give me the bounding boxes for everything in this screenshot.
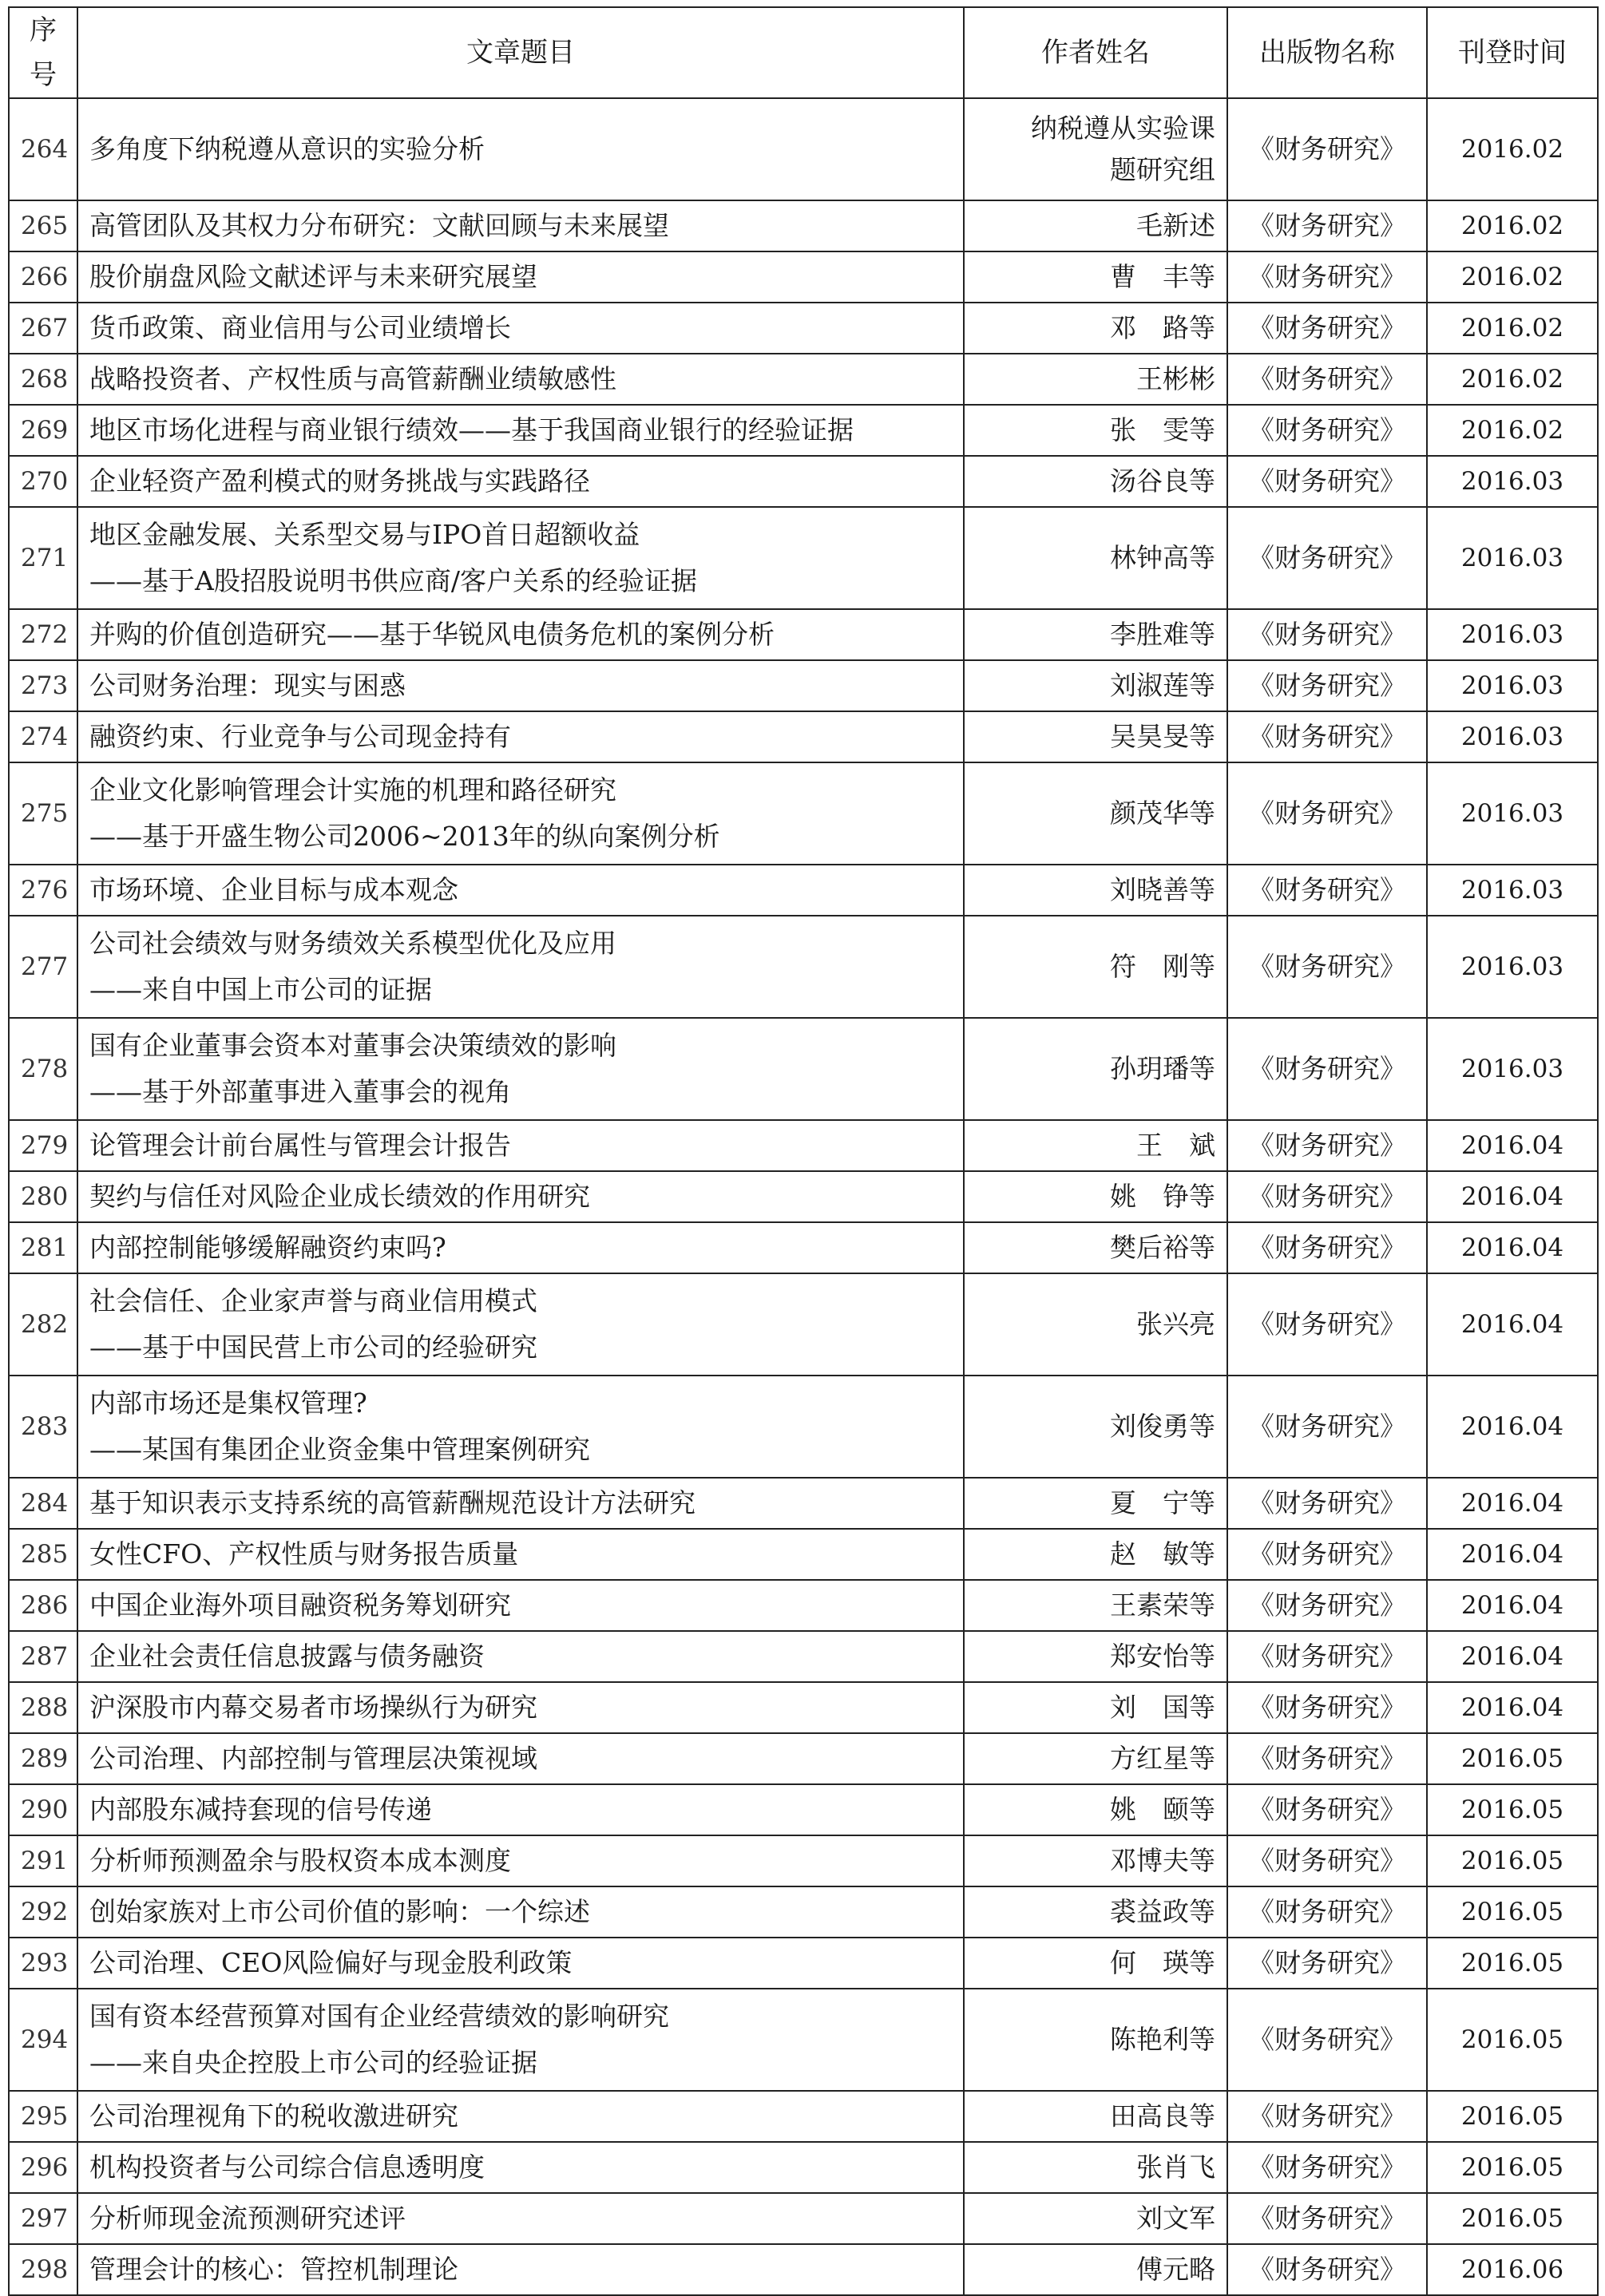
author-name: 纳税遵从实验课题研究组: [964, 98, 1227, 200]
publication-name: 《财务研究》: [1227, 1784, 1427, 1835]
publication-name: 《财务研究》: [1227, 1222, 1427, 1273]
publication-name: 《财务研究》: [1227, 354, 1427, 405]
table-row: [9, 1171, 1598, 1222]
article-title-cell: [77, 456, 964, 507]
author-name: 姚 颐等: [964, 1784, 1227, 1835]
article-title-cell: [77, 200, 964, 251]
publish-date: 2016.03: [1427, 456, 1598, 507]
publish-date: 2016.02: [1427, 405, 1598, 456]
author-name: 刘 国等: [964, 1682, 1227, 1733]
article-title: 沪深股市内幕交易者市场操纵行为研究: [89, 1692, 537, 1723]
table-row: [9, 1989, 1598, 2091]
row-number: 288: [9, 1682, 77, 1733]
article-title: 机构投资者与公司综合信息透明度: [89, 2152, 485, 2183]
table-row: [9, 1886, 1598, 1938]
article-title: 市场环境、企业目标与成本观念: [89, 874, 458, 905]
article-title-cell: [77, 1529, 964, 1580]
article-title-cell: [77, 1478, 964, 1529]
author-name: 曹 丰等: [964, 251, 1227, 303]
publish-date: 2016.03: [1427, 711, 1598, 762]
article-title: 女性CFO、产权性质与财务报告质量: [89, 1538, 519, 1570]
author-name: 刘文军: [964, 2193, 1227, 2244]
publish-date: 2016.05: [1427, 1784, 1598, 1835]
author-name: 汤谷良等: [964, 456, 1227, 507]
publish-date: 2016.02: [1427, 200, 1598, 251]
article-title-cell: [77, 1376, 964, 1478]
article-title: 契约与信任对风险企业成长绩效的作用研究: [89, 1181, 590, 1212]
publish-date: 2016.05: [1427, 1989, 1598, 2091]
publish-date: 2016.03: [1427, 507, 1598, 609]
article-title: 论管理会计前台属性与管理会计报告: [89, 1130, 511, 1161]
table-row: [9, 456, 1598, 507]
article-title-cell: [77, 1938, 964, 1989]
publication-name: 《财务研究》: [1227, 200, 1427, 251]
publish-date: 2016.04: [1427, 1376, 1598, 1478]
author-name: 吴昊旻等: [964, 711, 1227, 762]
row-number: 281: [9, 1222, 77, 1273]
row-number: 274: [9, 711, 77, 762]
row-number: 287: [9, 1631, 77, 1682]
article-title-cell: [77, 916, 964, 1018]
table-row: [9, 2244, 1598, 2295]
publish-date: 2016.05: [1427, 1938, 1598, 1989]
publication-name: 《财务研究》: [1227, 1989, 1427, 2091]
article-title-cell: [77, 1784, 964, 1835]
row-number: 276: [9, 865, 77, 916]
publish-date: 2016.03: [1427, 916, 1598, 1018]
row-number: 272: [9, 609, 77, 660]
publication-name: 《财务研究》: [1227, 2244, 1427, 2295]
article-title: 企业轻资产盈利模式的财务挑战与实践路径: [89, 465, 590, 497]
author-name: 何 瑛等: [964, 1938, 1227, 1989]
author-name: 颜茂华等: [964, 762, 1227, 865]
row-number: 280: [9, 1171, 77, 1222]
publication-name: 《财务研究》: [1227, 507, 1427, 609]
author-name: 邓博夫等: [964, 1835, 1227, 1886]
publication-name: 《财务研究》: [1227, 1631, 1427, 1682]
article-title: 创始家族对上市公司价值的影响：一个综述: [89, 1896, 590, 1927]
author-name: 刘俊勇等: [964, 1376, 1227, 1478]
publication-name: 《财务研究》: [1227, 1478, 1427, 1529]
article-title-cell: [77, 1273, 964, 1376]
table-row: [9, 1018, 1598, 1120]
publication-name: 《财务研究》: [1227, 1376, 1427, 1478]
row-number: 269: [9, 405, 77, 456]
article-subtitle: ——基于外部董事进入董事会的视角: [89, 1076, 511, 1107]
author-name: 郑安怡等: [964, 1631, 1227, 1682]
article-title: 管理会计的核心：管控机制理论: [89, 2254, 458, 2285]
article-title: 中国企业海外项目融资税务筹划研究: [89, 1589, 511, 1621]
publish-date: 2016.02: [1427, 251, 1598, 303]
article-title: 公司财务治理：现实与困惑: [89, 670, 406, 701]
table-row: [9, 609, 1598, 660]
author-name: 裘益政等: [964, 1886, 1227, 1938]
author-name: 王素荣等: [964, 1580, 1227, 1631]
table-row: [9, 2091, 1598, 2142]
table-row: [9, 507, 1598, 609]
table-row: [9, 1376, 1598, 1478]
publication-name: 《财务研究》: [1227, 303, 1427, 354]
article-title: 内部控制能够缓解融资约束吗?: [89, 1232, 446, 1263]
author-name: 邓 路等: [964, 303, 1227, 354]
article-title-cell: [77, 660, 964, 711]
article-subtitle: ——基于中国民营上市公司的经验研究: [89, 1332, 537, 1363]
article-title-cell: [77, 865, 964, 916]
publish-date: 2016.05: [1427, 1835, 1598, 1886]
article-title: 企业社会责任信息披露与债务融资: [89, 1641, 485, 1672]
publication-name: 《财务研究》: [1227, 1580, 1427, 1631]
table-row: [9, 865, 1598, 916]
header-date: 刊登时间: [1427, 7, 1598, 98]
table-row: [9, 1580, 1598, 1631]
article-title-cell: [77, 1631, 964, 1682]
table-row: [9, 1222, 1598, 1273]
author-name: 张肖飞: [964, 2142, 1227, 2193]
article-title-cell: [77, 2244, 964, 2295]
author-name: 张兴亮: [964, 1273, 1227, 1376]
publish-date: 2016.05: [1427, 2193, 1598, 2244]
article-title: 公司治理视角下的税收激进研究: [89, 2100, 458, 2132]
row-number: 264: [9, 98, 77, 200]
table-row: [9, 1631, 1598, 1682]
author-name: 刘晓善等: [964, 865, 1227, 916]
article-title: 企业文化影响管理会计实施的机理和路径研究: [89, 774, 616, 806]
article-title: 货币政策、商业信用与公司业绩增长: [89, 312, 511, 343]
publication-name: 《财务研究》: [1227, 865, 1427, 916]
publication-name: 《财务研究》: [1227, 405, 1427, 456]
article-catalog-table: [8, 6, 1599, 2296]
author-name: 林钟高等: [964, 507, 1227, 609]
table-body: [9, 98, 1598, 2295]
row-number: 270: [9, 456, 77, 507]
article-title-cell: [77, 1835, 964, 1886]
article-title-cell: [77, 1886, 964, 1938]
publication-name: 《财务研究》: [1227, 711, 1427, 762]
publication-name: 《财务研究》: [1227, 1682, 1427, 1733]
article-title: 内部股东减持套现的信号传递: [89, 1794, 432, 1825]
publish-date: 2016.04: [1427, 1171, 1598, 1222]
article-title-cell: [77, 507, 964, 609]
publish-date: 2016.04: [1427, 1682, 1598, 1733]
publication-name: 《财务研究》: [1227, 1018, 1427, 1120]
publication-name: 《财务研究》: [1227, 916, 1427, 1018]
publish-date: 2016.04: [1427, 1120, 1598, 1171]
article-title: 地区金融发展、关系型交易与IPO首日超额收益: [89, 519, 640, 550]
publish-date: 2016.04: [1427, 1222, 1598, 1273]
row-number: 283: [9, 1376, 77, 1478]
header-title: 文章题目: [77, 7, 964, 98]
header-publication: 出版物名称: [1227, 7, 1427, 98]
table-row: [9, 2142, 1598, 2193]
publish-date: 2016.05: [1427, 1733, 1598, 1784]
publish-date: 2016.04: [1427, 1580, 1598, 1631]
author-name: 符 刚等: [964, 916, 1227, 1018]
article-title: 分析师预测盈余与股权资本成本测度: [89, 1845, 511, 1876]
header-author: 作者姓名: [964, 7, 1227, 98]
table-row: [9, 916, 1598, 1018]
publish-date: 2016.05: [1427, 1886, 1598, 1938]
row-number: 273: [9, 660, 77, 711]
author-name: 孙玥璠等: [964, 1018, 1227, 1120]
header-row: [9, 7, 1598, 98]
article-subtitle: ——某国有集团企业资金集中管理案例研究: [89, 1434, 590, 1465]
publication-name: 《财务研究》: [1227, 1733, 1427, 1784]
table-row: [9, 1273, 1598, 1376]
row-number: 296: [9, 2142, 77, 2193]
publication-name: 《财务研究》: [1227, 660, 1427, 711]
publication-name: 《财务研究》: [1227, 762, 1427, 865]
row-number: 297: [9, 2193, 77, 2244]
publish-date: 2016.04: [1427, 1529, 1598, 1580]
author-name: 方红星等: [964, 1733, 1227, 1784]
row-number: 278: [9, 1018, 77, 1120]
article-title-cell: [77, 2142, 964, 2193]
table-row: [9, 762, 1598, 865]
row-number: 279: [9, 1120, 77, 1171]
row-number: 268: [9, 354, 77, 405]
article-title: 战略投资者、产权性质与高管薪酬业绩敏感性: [89, 363, 616, 394]
publish-date: 2016.03: [1427, 609, 1598, 660]
publish-date: 2016.04: [1427, 1631, 1598, 1682]
article-title-cell: [77, 1989, 964, 2091]
table-row: [9, 1835, 1598, 1886]
publish-date: 2016.06: [1427, 2244, 1598, 2295]
author-name: 王彬彬: [964, 354, 1227, 405]
publication-name: 《财务研究》: [1227, 1938, 1427, 1989]
table-row: [9, 354, 1598, 405]
author-name: 毛新述: [964, 200, 1227, 251]
row-number: 289: [9, 1733, 77, 1784]
row-number: 267: [9, 303, 77, 354]
table-row: [9, 1478, 1598, 1529]
table-row: [9, 251, 1598, 303]
publication-name: 《财务研究》: [1227, 2142, 1427, 2193]
publish-date: 2016.04: [1427, 1273, 1598, 1376]
article-title-cell: [77, 1120, 964, 1171]
publication-name: 《财务研究》: [1227, 1120, 1427, 1171]
publication-name: 《财务研究》: [1227, 2193, 1427, 2244]
publication-name: 《财务研究》: [1227, 1273, 1427, 1376]
row-number: 285: [9, 1529, 77, 1580]
table-row: [9, 660, 1598, 711]
author-name: 张 雯等: [964, 405, 1227, 456]
publication-name: 《财务研究》: [1227, 1835, 1427, 1886]
author-name: 夏 宁等: [964, 1478, 1227, 1529]
article-title: 分析师现金流预测研究述评: [89, 2203, 406, 2234]
article-title-cell: [77, 1018, 964, 1120]
article-title-cell: [77, 711, 964, 762]
row-number: 294: [9, 1989, 77, 2091]
article-title: 基于知识表示支持系统的高管薪酬规范设计方法研究: [89, 1487, 696, 1518]
article-title: 股价崩盘风险文献述评与未来研究展望: [89, 261, 537, 292]
table-row: [9, 2193, 1598, 2244]
author-name: 陈艳利等: [964, 1989, 1227, 2091]
publication-name: 《财务研究》: [1227, 251, 1427, 303]
table-row: [9, 1529, 1598, 1580]
article-subtitle: ——来自央企控股上市公司的经验证据: [89, 2047, 537, 2078]
author-name: 田高良等: [964, 2091, 1227, 2142]
row-number: 277: [9, 916, 77, 1018]
publication-name: 《财务研究》: [1227, 1171, 1427, 1222]
article-title: 公司社会绩效与财务绩效关系模型优化及应用: [89, 928, 616, 959]
publish-date: 2016.03: [1427, 762, 1598, 865]
table-row: [9, 1938, 1598, 1989]
article-title-cell: [77, 405, 964, 456]
article-title-cell: [77, 354, 964, 405]
article-title-cell: [77, 1171, 964, 1222]
article-title: 多角度下纳税遵从意识的实验分析: [89, 133, 485, 164]
article-title-cell: [77, 2091, 964, 2142]
row-number: 290: [9, 1784, 77, 1835]
article-title: 融资约束、行业竞争与公司现金持有: [89, 721, 511, 752]
article-title: 高管团队及其权力分布研究：文献回顾与未来展望: [89, 210, 669, 241]
author-name: 李胜难等: [964, 609, 1227, 660]
article-title: 地区市场化进程与商业银行绩效——基于我国商业银行的经验证据: [89, 414, 854, 445]
author-name: 傅元略: [964, 2244, 1227, 2295]
table-row: [9, 303, 1598, 354]
publish-date: 2016.02: [1427, 303, 1598, 354]
row-number: 282: [9, 1273, 77, 1376]
article-title: 国有资本经营预算对国有企业经营绩效的影响研究: [89, 2001, 669, 2032]
article-title-cell: [77, 1733, 964, 1784]
publish-date: 2016.03: [1427, 865, 1598, 916]
author-name: 姚 铮等: [964, 1171, 1227, 1222]
publication-name: 《财务研究》: [1227, 1886, 1427, 1938]
article-subtitle: ——基于开盛生物公司2006~2013年的纵向案例分析: [89, 821, 720, 852]
publish-date: 2016.05: [1427, 2091, 1598, 2142]
publish-date: 2016.02: [1427, 98, 1598, 200]
article-title-cell: [77, 98, 964, 200]
row-number: 275: [9, 762, 77, 865]
article-title-cell: [77, 609, 964, 660]
table-row: [9, 405, 1598, 456]
row-number: 265: [9, 200, 77, 251]
article-title-cell: [77, 762, 964, 865]
publication-name: 《财务研究》: [1227, 609, 1427, 660]
table-row: [9, 98, 1598, 200]
publication-name: 《财务研究》: [1227, 98, 1427, 200]
author-name: 刘淑莲等: [964, 660, 1227, 711]
article-title: 内部市场还是集权管理?: [89, 1387, 367, 1419]
row-number: 295: [9, 2091, 77, 2142]
row-number: 291: [9, 1835, 77, 1886]
article-title-cell: [77, 1580, 964, 1631]
article-title: 国有企业董事会资本对董事会决策绩效的影响: [89, 1030, 616, 1061]
table-header: [9, 7, 1598, 98]
row-number: 271: [9, 507, 77, 609]
article-subtitle: ——基于A股招股说明书供应商/客户关系的经验证据: [89, 565, 697, 596]
publication-name: 《财务研究》: [1227, 456, 1427, 507]
publication-name: 《财务研究》: [1227, 1529, 1427, 1580]
table-row: [9, 1120, 1598, 1171]
row-number: 284: [9, 1478, 77, 1529]
article-title: 并购的价值创造研究——基于华锐风电债务危机的案例分析: [89, 619, 775, 650]
article-title-cell: [77, 303, 964, 354]
row-number: 293: [9, 1938, 77, 1989]
article-title-cell: [77, 2193, 964, 2244]
article-subtitle: ——来自中国上市公司的证据: [89, 974, 432, 1005]
article-title-cell: [77, 1682, 964, 1733]
table-row: [9, 1682, 1598, 1733]
row-number: 292: [9, 1886, 77, 1938]
header-num: 序号: [9, 7, 77, 98]
publish-date: 2016.05: [1427, 2142, 1598, 2193]
article-title-cell: [77, 251, 964, 303]
row-number: 266: [9, 251, 77, 303]
article-title-cell: [77, 1222, 964, 1273]
article-title: 社会信任、企业家声誉与商业信用模式: [89, 1285, 537, 1316]
author-name: 樊后裕等: [964, 1222, 1227, 1273]
publish-date: 2016.03: [1427, 660, 1598, 711]
table-row: [9, 1733, 1598, 1784]
author-name: 赵 敏等: [964, 1529, 1227, 1580]
row-number: 298: [9, 2244, 77, 2295]
publish-date: 2016.03: [1427, 1018, 1598, 1120]
publication-name: 《财务研究》: [1227, 2091, 1427, 2142]
table-row: [9, 711, 1598, 762]
article-title: 公司治理、内部控制与管理层决策视域: [89, 1743, 537, 1774]
publish-date: 2016.04: [1427, 1478, 1598, 1529]
table-row: [9, 200, 1598, 251]
author-name: 王 斌: [964, 1120, 1227, 1171]
publish-date: 2016.02: [1427, 354, 1598, 405]
table-row: [9, 1784, 1598, 1835]
article-title: 公司治理、CEO风险偏好与现金股利政策: [89, 1947, 573, 1978]
row-number: 286: [9, 1580, 77, 1631]
